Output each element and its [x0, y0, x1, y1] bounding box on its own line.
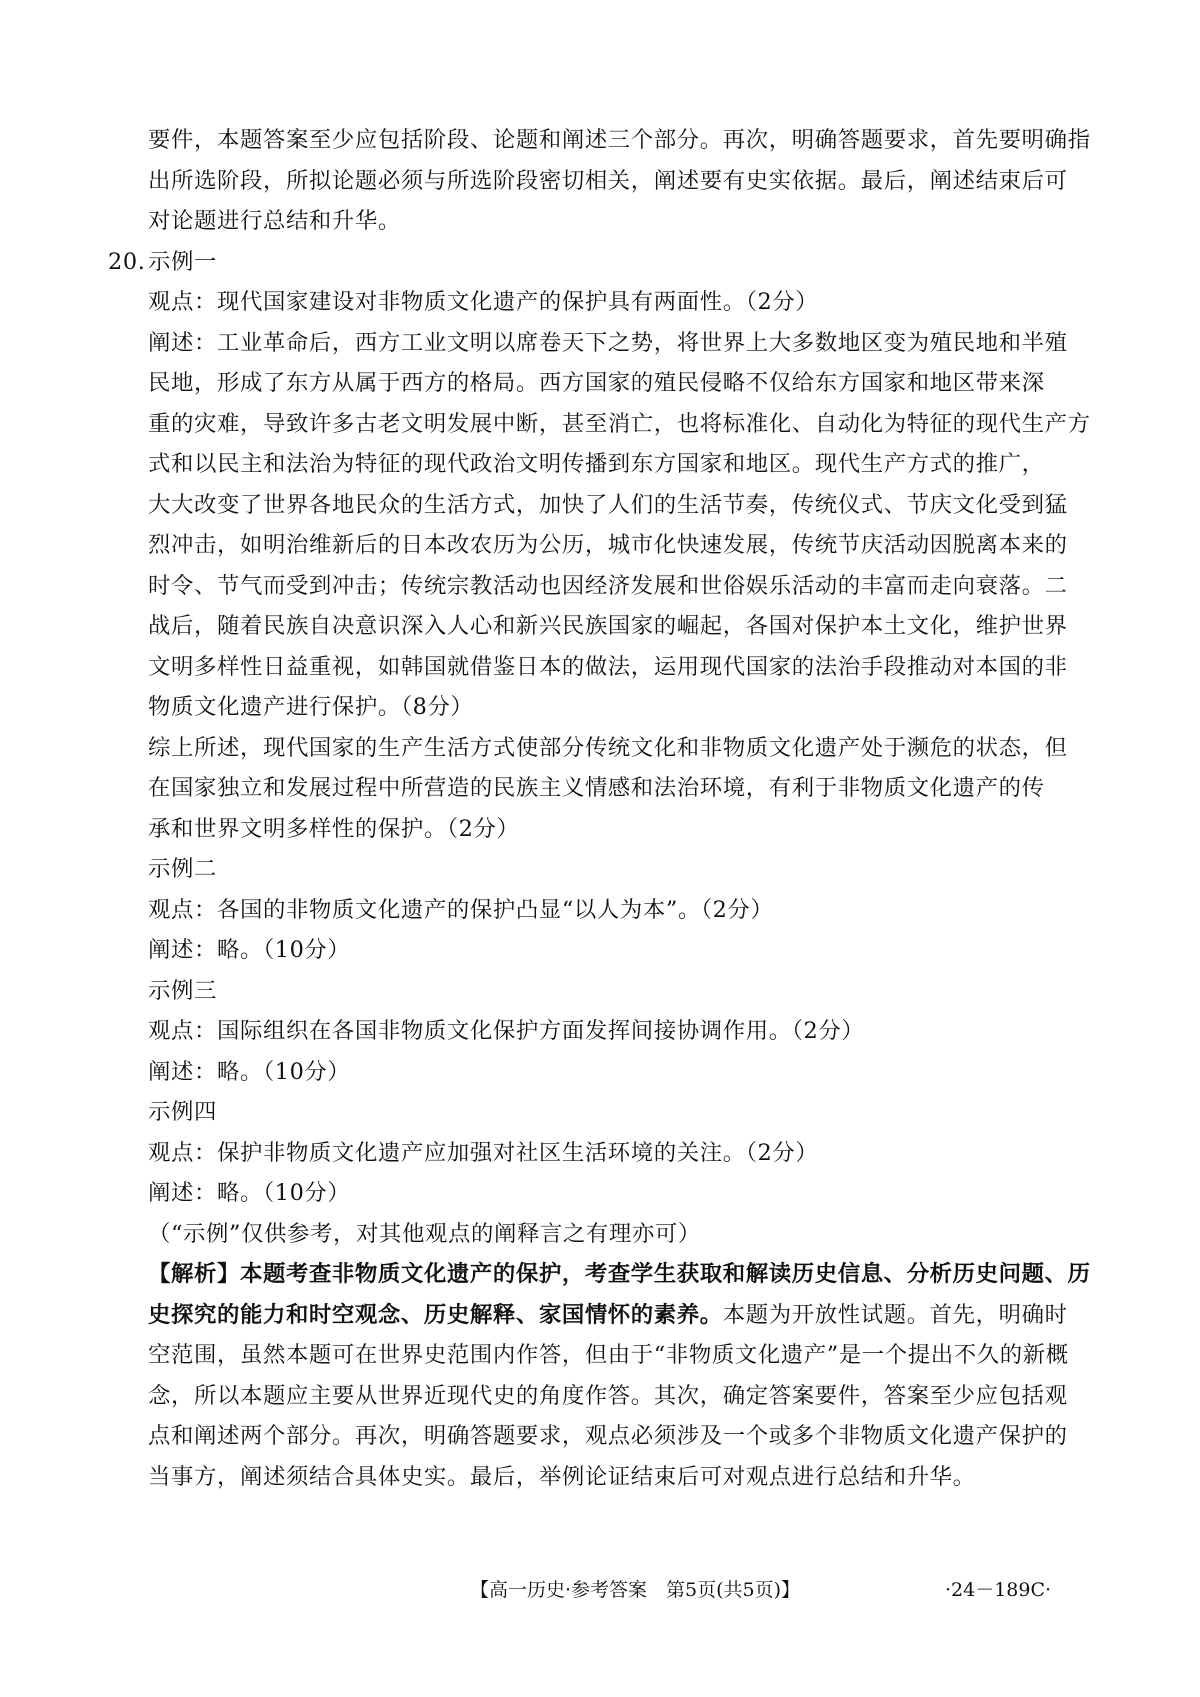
example1-heading [108, 242, 1098, 283]
example1-summary-line-3: 承和世界文明多样性的保护。（2分） [148, 815, 520, 842]
example3-elab: 阐述：略。（10分） [148, 1058, 351, 1085]
example1-summary-line-2: 在国家独立和发展过程中所营造的民族主义情感和法治环境，有利于非物质文化遗产的传 [148, 775, 1045, 801]
example1-elab-line-6: 烈冲击，如明治维新后的日本改农历为公历，城市化快速发展，传统节庆活动因脱离本来的 [148, 532, 1068, 558]
page-footer [0, 1575, 1200, 1605]
example1-elab-line-9: 文明多样性日益重视，如韩国就借鉴日本的做法，运用现代国家的法治手段推动对本国的非 [148, 653, 1068, 680]
example2-view: 观点：各国的非物质文化遗产的保护凸显“以人为本”。（2分） [148, 896, 774, 923]
analysis-bold-part-2: 史探究的能力和时空观念、历史解释、家国情怀的素养。 [148, 1301, 723, 1328]
example1-title: 示例一 [148, 248, 217, 275]
example1-elab-line-5: 大大改变了世界各地民众的生活方式，加快了人们的生活节奏，传统仪式、节庆文化受到猛 [148, 491, 1068, 518]
example1-elab-line-3: 重的灾难，导致许多古老文明发展中断，甚至消亡，也将标准化、自动化为特征的现代生产方 [148, 410, 1091, 437]
example3-view: 观点：国际组织在各国非物质文化保护方面发挥间接协调作用。（2分） [148, 1018, 865, 1044]
example1-elab-line-4: 式和以民主和法治为特征的现代政治文明传播到东方国家和地区。现代生产方式的推广， [148, 451, 1045, 477]
example1-elab-line-1: 阐述：工业革命后，西方工业文明以席卷天下之势，将世界上大多数地区变为殖民地和半殖 [148, 329, 1068, 356]
example-note: （“示例”仅供参考，对其他观点的阐释言之有理亦可） [148, 1220, 701, 1247]
example1-view: 观点：现代国家建设对非物质文化遗产的保护具有两面性。（2分） [148, 289, 819, 315]
analysis-line-2 [148, 1295, 1098, 1336]
analysis-line-6: 当事方，阐述须结合具体史实。最后，举例论证结束后可对观点进行总结和升华。 [148, 1463, 976, 1490]
analysis-line-4: 念，所以本题应主要从世界近现代史的角度作答。其次，确定答案要件，答案至少应包括观 [148, 1382, 1068, 1409]
example2-elab: 阐述：略。（10分） [148, 937, 351, 963]
footer-page-info: 【高一历史·参考答案 第5页(共5页)】 [470, 1579, 801, 1601]
analysis-line-5: 点和阐述两个部分。再次，明确答题要求，观点必须涉及一个或多个非物质文化遗产保护的 [148, 1423, 1068, 1449]
example1-elab-line-10: 物质文化遗产进行保护。（8分） [148, 694, 474, 720]
intro-line-1: 要件，本题答案至少应包括阶段、论题和阐述三个部分。再次，明确答题要求，首先要明确指 [148, 127, 1091, 153]
example1-summary-line-1: 综上所述，现代国家的生产生活方式使部分传统文化和非物质文化遗产处于濒危的状态，但 [148, 734, 1068, 761]
analysis-line-1 [148, 1254, 1098, 1295]
question-number: 20. [108, 248, 146, 275]
analysis-rest-part-2: 本题为开放性试题。首先，明确时 [722, 1301, 1068, 1328]
analysis-label: 【解析】 [148, 1261, 240, 1287]
answer-content [108, 120, 1098, 1497]
footer-code: ·24－189C· [945, 1579, 1052, 1601]
intro-line-2: 出所选阶段，所拟论题必须与所选阶段密切相关，阐述要有史实依据。最后，阐述结束后可 [148, 167, 1068, 194]
example1-elab-line-2: 民地，形成了东方从属于西方的格局。西方国家的殖民侵略不仅给东方国家和地区带来深 [148, 370, 1045, 396]
analysis-line-3: 空范围，虽然本题可在世界史范围内作答，但由于“非物质文化遗产”是一个提出不久的新概 [148, 1342, 1069, 1368]
example3-title: 示例三 [148, 977, 217, 1004]
example2-title: 示例二 [148, 856, 217, 882]
example4-elab: 阐述：略。（10分） [148, 1180, 351, 1206]
analysis-bold-part-1: 本题考查非物质文化遗产的保护，考查学生获取和解读历史信息、分析历史问题、历 [239, 1261, 1091, 1287]
example4-view: 观点：保护非物质文化遗产应加强对社区生活环境的关注。（2分） [148, 1139, 819, 1166]
example4-title: 示例四 [148, 1099, 217, 1125]
example1-elab-line-7: 时令、节气而受到冲击；传统宗教活动也因经济发展和世俗娱乐活动的丰富而走向衰落。二 [148, 572, 1068, 599]
example1-elab-line-8: 战后，随着民族自决意识深入人心和新兴民族国家的崛起，各国对保护本土文化，维护世界 [148, 613, 1068, 639]
intro-line-3: 对论题进行总结和升华。 [148, 208, 401, 234]
